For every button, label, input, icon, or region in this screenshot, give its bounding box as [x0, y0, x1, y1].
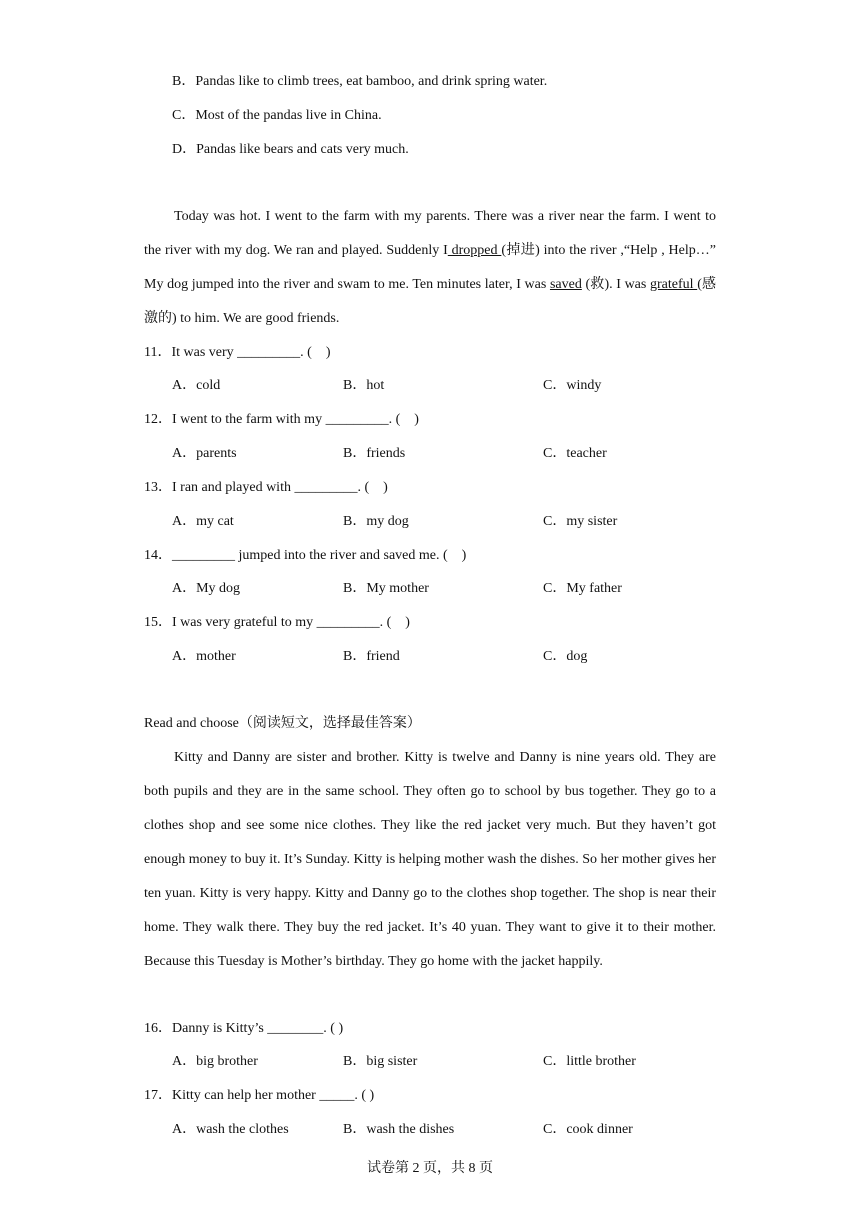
- options-17: [0, 1120, 860, 1140]
- prev-option-b: B．Pandas like to climb trees, eat bamboo, and drink spring water.: [172, 74, 548, 89]
- option-c: C．cook dinner: [543, 1122, 633, 1137]
- option-c: C．windy: [543, 378, 602, 393]
- section-heading: Read and choose（阅读短文，选择最佳答案）: [144, 716, 421, 731]
- option-b: B．hot: [343, 378, 385, 393]
- options-16: [0, 1052, 860, 1072]
- passage-2: Kitty and Danny are sister and brother. Kitty is twelve and Danny is nine years old. They are both pupils and they are in the same school. They often go to school by bus together. They go to a clothes shop and see some nice clothes. They like the red jacket very much. But they haven’t got enough money to buy it. It’s Sunday. Kitty is helping mother wash the dishes. So her mother gives her ten yuan. Kitty is very happy. Kitty and Danny go to the clothes shop together. The shop is near their home. They walk there. They buy the red jacket. It’s 40 yuan. They want to give it to their mother. Because this Tuesday is Mother’s birthday. They go home with the jacket happily.: [144, 750, 716, 969]
- option-c: C．dog: [543, 649, 588, 664]
- option-b: B．my dog: [343, 514, 409, 529]
- option-c: C．teacher: [543, 446, 607, 461]
- option-a: A．My dog: [172, 581, 241, 596]
- option-c: C．little brother: [543, 1054, 636, 1069]
- option-a: A．cold: [172, 378, 221, 393]
- option-a: A．big brother: [172, 1054, 258, 1069]
- option-a: A．mother: [172, 649, 236, 664]
- option-b: B．friends: [343, 446, 406, 461]
- prev-option-c: C．Most of the pandas live in China.: [172, 108, 382, 123]
- underlined-dropped: dropped: [447, 243, 502, 258]
- question-17: 17．Kitty can help her mother _____. ( ): [144, 1088, 375, 1103]
- options-14: [0, 579, 860, 599]
- passage-1: Today was hot. I went to the farm with my parents. There was a river near the farm. I went to the river with my dog. We ran and played. Suddenly I dropped (掉进) into the river ,“Help , Help…” My dog jumped into the river and swam to me. Ten minutes later, I was saved (救). I was grateful (感激的) to him. We are good friends.: [144, 209, 716, 326]
- question-14: 14．_________ jumped into the river and saved me. ( ): [144, 548, 467, 563]
- options-15: [0, 647, 860, 667]
- question-13: 13．I ran and played with _________. ( ): [144, 480, 388, 495]
- option-c: C．My father: [543, 581, 622, 596]
- option-b: B．My mother: [343, 581, 429, 596]
- page-footer: 试卷第 2 页，共 8 页: [367, 1161, 493, 1176]
- question-11: 11．It was very _________. ( ): [144, 345, 331, 360]
- option-a: A．wash the clothes: [172, 1122, 289, 1137]
- option-b: B．wash the dishes: [343, 1122, 455, 1137]
- option-b: B．friend: [343, 649, 400, 664]
- question-12: 12．I went to the farm with my _________. ( ): [144, 412, 419, 427]
- question-16: 16．Danny is Kitty’s ________. ( ): [144, 1021, 344, 1036]
- options-11: [0, 376, 860, 396]
- option-c: C．my sister: [543, 514, 618, 529]
- options-12: [0, 444, 860, 464]
- underlined-saved: saved: [549, 277, 582, 292]
- options-13: [0, 512, 860, 532]
- option-b: B．big sister: [343, 1054, 418, 1069]
- question-15: 15．I was very grateful to my _________. ( ): [144, 615, 410, 630]
- prev-option-d: D．Pandas like bears and cats very much.: [172, 142, 409, 157]
- option-a: A．my cat: [172, 514, 234, 529]
- option-a: A．parents: [172, 446, 237, 461]
- underlined-grateful: grateful: [650, 277, 698, 292]
